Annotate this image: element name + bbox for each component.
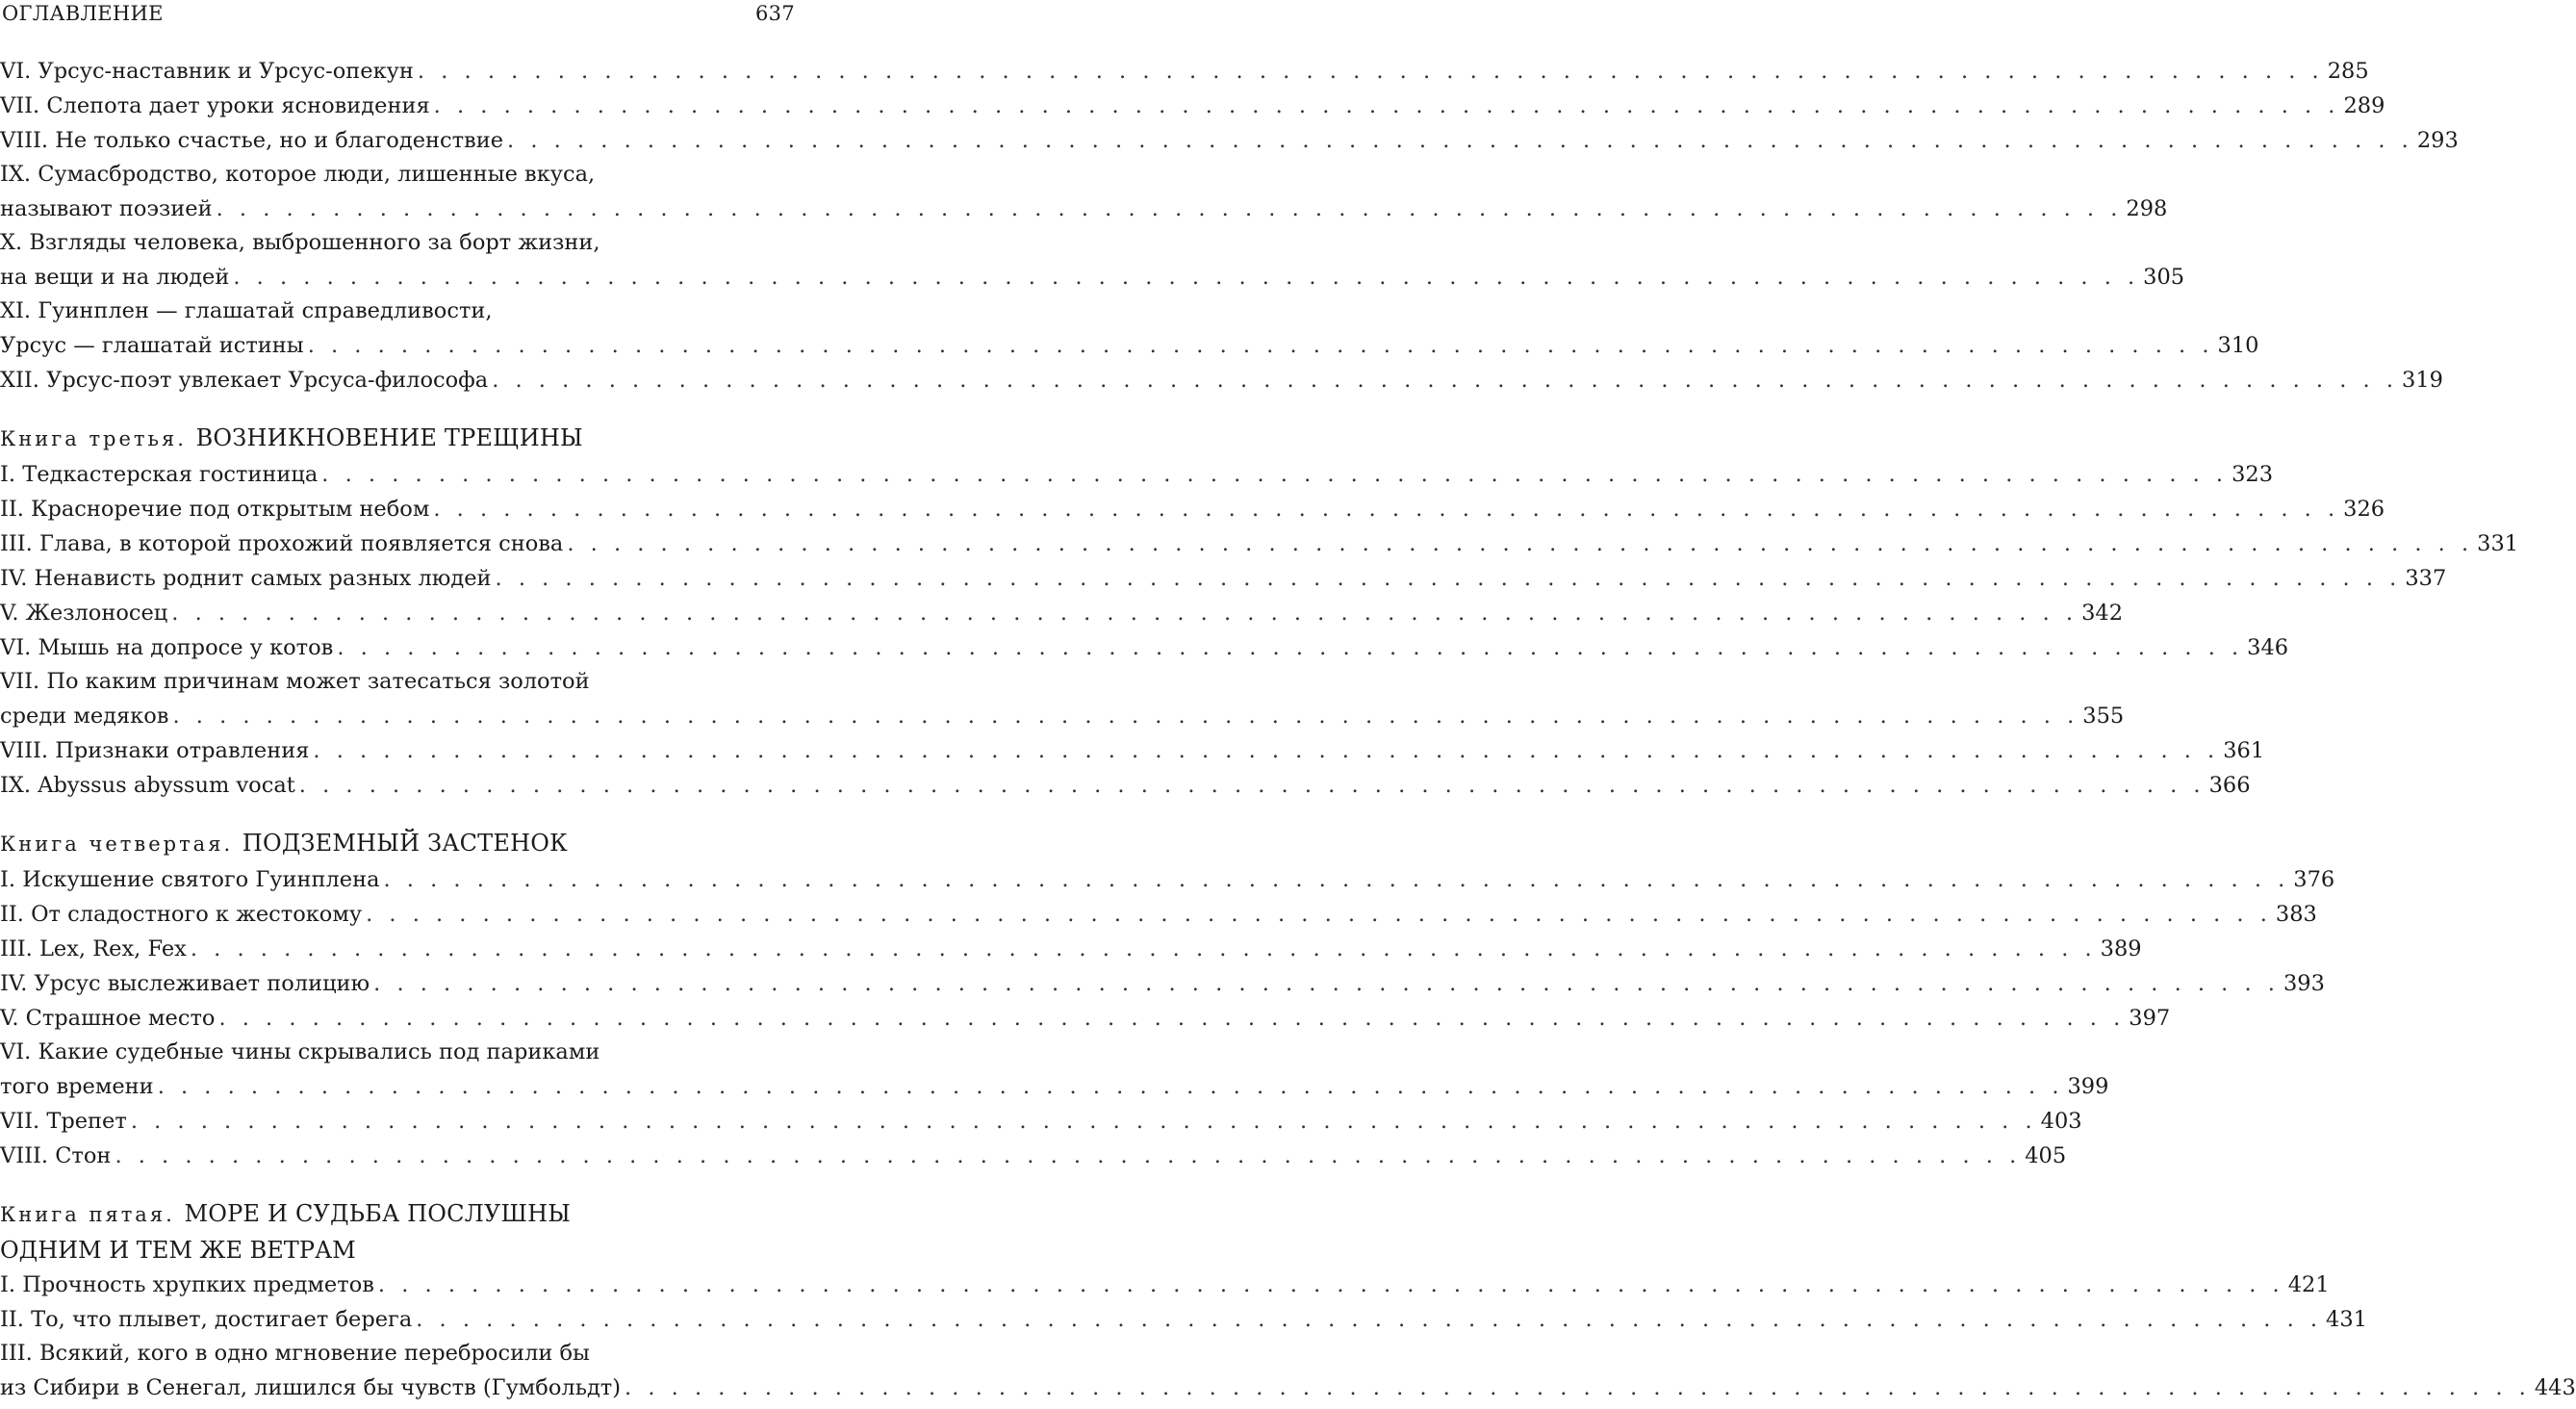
toc-entry — [0, 897, 2317, 932]
toc-entry — [0, 192, 2168, 226]
toc-entry-page: 431 — [2326, 1307, 2367, 1332]
dot-leader: . . . . . . . . . . . . . . . . . . . . . . . . . . . . . . . . . . . . . . . . . . . . . . . . . . . . . . . . . . . . . . . . . . . . . . . . . . . . . . . . . . — [115, 1143, 2022, 1168]
toc-entry — [0, 363, 2443, 397]
toc-entry — [0, 1104, 2082, 1139]
toc-entry-page: 326 — [2343, 497, 2385, 522]
dot-leader: . . . . . . . . . . . . . . . . . . . . . . . . . . . . . . . . . . . . . . . . . . . . . . . . . . . . . . . . . . . . . . . . . . . . . . . . . . . . . . . . . . — [172, 704, 2079, 729]
toc-entry-page: 305 — [2143, 265, 2185, 290]
book-heading — [0, 1194, 797, 1233]
toc-entry-page: 293 — [2416, 128, 2459, 153]
toc-entry-page: 337 — [2405, 566, 2447, 591]
toc-entry-title: на вещи и на людей — [0, 265, 230, 290]
dot-leader: . . . . . . . . . . . . . . . . . . . . . . . . . . . . . . . . . . . . . . . . . . . . . . . . . . . . . . . . . . . . . . . . . . . . . . . . . . . . . . . . . . — [416, 1307, 2323, 1332]
toc-entry — [0, 1001, 2171, 1036]
toc-entry — [0, 123, 2459, 158]
toc-entry-page: 366 — [2208, 773, 2251, 798]
toc-entry-page: 355 — [2082, 704, 2125, 729]
dot-leader: . . . . . . . . . . . . . . . . . . . . . . . . . . . . . . . . . . . . . . . . . . . . . . . . . . . . . . . . . . . . . . . . . . . . . . . . . . . . . . . . . . — [307, 333, 2214, 358]
toc-entry-page: 393 — [2283, 971, 2325, 996]
toc-entry-title: XII. Урсус-поэт увлекает Урсуса-философа — [0, 368, 489, 393]
dot-leader: . . . . . . . . . . . . . . . . . . . . . . . . . . . . . . . . . . . . . . . . . . . . . . . . . . . . . . . . . . . . . . . . . . . . . . . . . . . . . . . . . . — [337, 635, 2244, 660]
toc-entry-title: VII. Трепет — [0, 1109, 127, 1134]
toc-entry-title: VI. Мышь на допросе у котов — [0, 635, 334, 660]
dot-leader: . . . . . . . . . . . . . . . . . . . . . . . . . . . . . . . . . . . . . . . . . . . . . . . . . . . . . . . . . . . . . . . . . . . . . . . . . . . . . . . . . . — [366, 902, 2272, 927]
dot-leader: . . . . . . . . . . . . . . . . . . . . . . . . . . . . . . . . . . . . . . . . . . . . . . . . . . . . . . . . . . . . . . . . . . . . . . . . . . . . . . . . . . — [157, 1074, 2064, 1099]
dot-leader: . . . . . . . . . . . . . . . . . . . . . . . . . . . . . . . . . . . . . . . . . . . . . . . . . . . . . . . . . . . . . . . . . . . . . . . . . . . . . . . . . . — [383, 867, 2290, 892]
dot-leader: . . . . . . . . . . . . . . . . . . . . . . . . . . . . . . . . . . . . . . . . . . . . . . . . . . . . . . . . . . . . . . . . . . . . . . . . . . . . . . . . . . — [298, 773, 2206, 798]
toc-entry-page: 310 — [2217, 333, 2259, 358]
toc-entry-title: того времени — [0, 1074, 154, 1099]
toc-entry — [0, 457, 2274, 492]
toc-entry-title: среди медяков — [0, 704, 169, 729]
running-header — [0, 0, 799, 29]
toc-entry-title: I. Искушение святого Гуинплена — [0, 867, 380, 892]
toc-entry-line: VI. Какие судебные чины скрывались под париками — [0, 1039, 600, 1064]
book-title: ПОДЗЕМНЫЙ ЗАСТЕНОК — [242, 830, 568, 857]
toc-entry-title: V. Жезлоносец — [0, 601, 168, 626]
toc-entry-title: из Сибири в Сенегал, лишился бы чувств (Гумбольдт) — [0, 1375, 622, 1400]
toc-entry-line: IX. Сумасбродство, которое люди, лишенные вкуса, — [0, 162, 596, 187]
dot-leader: . . . . . . . . . . . . . . . . . . . . . . . . . . . . . . . . . . . . . . . . . . . . . . . . . . . . . . . . . . . . . . . . . . . . . . . . . . . . . . . . . . — [190, 936, 2097, 961]
book-title: ОДНИМ И ТЕМ ЖЕ ВЕТРАМ — [0, 1237, 356, 1264]
toc-entry-title: VIII. Признаки отравления — [0, 738, 310, 763]
toc-entry-page: 399 — [2067, 1074, 2109, 1099]
toc-entry-page: 342 — [2081, 601, 2124, 626]
toc-entry-line: XI. Гуинплен — глашатай справедливости, — [0, 298, 493, 323]
toc-entry — [0, 89, 2385, 123]
toc-entry-title: I. Прочность хрупких предметов — [0, 1272, 374, 1297]
page-number: 637 — [755, 2, 795, 25]
dot-leader: . . . . . . . . . . . . . . . . . . . . . . . . . . . . . . . . . . . . . . . . . . . . . . . . . . . . . . . . . . . . . . . . . . . . . . . . . . . . . . . . . . — [625, 1375, 2531, 1400]
dot-leader: . . . . . . . . . . . . . . . . . . . . . . . . . . . . . . . . . . . . . . . . . . . . . . . . . . . . . . . . . . . . . . . . . . . . . . . . . . . . . . . . . . — [567, 531, 2474, 556]
dot-leader: . . . . . . . . . . . . . . . . . . . . . . . . . . . . . . . . . . . . . . . . . . . . . . . . . . . . . . . . . . . . . . . . . . . . . . . . . . . . . . . . . . — [130, 1109, 2037, 1134]
toc-entry-page: 289 — [2343, 93, 2385, 118]
toc-entry — [0, 1371, 2576, 1405]
book-label: Книга третья. — [0, 427, 196, 450]
table-of-contents — [0, 54, 2576, 1405]
dot-leader: . . . . . . . . . . . . . . . . . . . . . . . . . . . . . . . . . . . . . . . . . . . . . . . . . . . . . . . . . . . . . . . . . . . . . . . . . . . . . . . . . . — [495, 566, 2402, 591]
toc-entry — [0, 1302, 2367, 1337]
toc-entry-line: VII. По каким причинам может затесаться золотой — [0, 669, 590, 694]
toc-entry-page: 331 — [2477, 531, 2519, 556]
toc-entry — [0, 932, 2142, 966]
dot-leader: . . . . . . . . . . . . . . . . . . . . . . . . . . . . . . . . . . . . . . . . . . . . . . . . . . . . . . . . . . . . . . . . . . . . . . . . . . . . . . . . . . — [507, 128, 2413, 153]
toc-entry-page: 285 — [2327, 59, 2369, 84]
toc-entry-title: IV. Ненависть роднит самых разных людей — [0, 566, 492, 591]
dot-leader: . . . . . . . . . . . . . . . . . . . . . . . . . . . . . . . . . . . . . . . . . . . . . . . . . . . . . . . . . . . . . . . . . . . . . . . . . . . . . . . . . . — [218, 1006, 2126, 1031]
book-heading — [0, 824, 797, 862]
dot-leader: . . . . . . . . . . . . . . . . . . . . . . . . . . . . . . . . . . . . . . . . . . . . . . . . . . . . . . . . . . . . . . . . . . . . . . . . . . . . . . . . . . — [233, 265, 2140, 290]
dot-leader: . . . . . . . . . . . . . . . . . . . . . . . . . . . . . . . . . . . . . . . . . . . . . . . . . . . . . . . . . . . . . . . . . . . . . . . . . . . . . . . . . . — [377, 1272, 2284, 1297]
toc-entry-title: II. То, что плывет, достигает берега — [0, 1307, 413, 1332]
toc-entry-title: V. Страшное место — [0, 1006, 216, 1031]
toc-entry — [0, 54, 2369, 89]
dot-leader: . . . . . . . . . . . . . . . . . . . . . . . . . . . . . . . . . . . . . . . . . . . . . . . . . . . . . . . . . . . . . . . . . . . . . . . . . . . . . . . . . . — [373, 971, 2280, 996]
toc-entry-page: 298 — [2126, 196, 2168, 221]
book-title: МОРЕ И СУДЬБА ПОСЛУШНЫ — [184, 1200, 572, 1227]
toc-entry — [0, 862, 2335, 897]
dot-leader: . . . . . . . . . . . . . . . . . . . . . . . . . . . . . . . . . . . . . . . . . . . . . . . . . . . . . . . . . . . . . . . . . . . . . . . . . . . . . . . . . . — [216, 196, 2123, 221]
toc-entry-page: 383 — [2275, 902, 2317, 927]
toc-entry-page: 319 — [2402, 368, 2443, 393]
toc-entry-page: 389 — [2100, 936, 2142, 961]
toc-entry-title: II. От сладостного к жестокому — [0, 902, 363, 927]
dot-leader: . . . . . . . . . . . . . . . . . . . . . . . . . . . . . . . . . . . . . . . . . . . . . . . . . . . . . . . . . . . . . . . . . . . . . . . . . . . . . . . . . . — [492, 368, 2398, 393]
toc-entry — [0, 966, 2325, 1001]
toc-entry-title: IV. Урсус выслеживает полицию — [0, 971, 370, 996]
toc-entry-title: IX. Abyssus abyssum vocat — [0, 773, 295, 798]
dot-leader: . . . . . . . . . . . . . . . . . . . . . . . . . . . . . . . . . . . . . . . . . . . . . . . . . . . . . . . . . . . . . . . . . . . . . . . . . . . . . . . . . . — [171, 601, 2079, 626]
toc-entry-line: III. Всякий, кого в одно мгновение перебросили бы — [0, 1341, 590, 1366]
book-label: Книга четвертая. — [0, 833, 242, 856]
toc-entry-title: II. Красноречие под открытым небом — [0, 497, 430, 522]
toc-entry-title: Урсус — глашатай истины — [0, 333, 304, 358]
toc-entry — [0, 699, 2125, 733]
toc-entry — [0, 260, 2185, 295]
toc-entry — [0, 768, 2251, 803]
book-title: ВОЗНИКНОВЕНИЕ ТРЕЩИНЫ — [195, 424, 583, 451]
dot-leader: . . . . . . . . . . . . . . . . . . . . . . . . . . . . . . . . . . . . . . . . . . . . . . . . . . . . . . . . . . . . . . . . . . . . . . . . . . . . . . . . . . — [433, 497, 2340, 522]
toc-entry-page: 403 — [2040, 1109, 2082, 1134]
toc-entry-title: VIII. Стон — [0, 1143, 112, 1168]
toc-entry-page: 376 — [2293, 867, 2335, 892]
header-title: ОГЛАВЛЕНИЕ — [2, 2, 164, 25]
toc-entry-page: 323 — [2232, 462, 2274, 487]
toc-entry-page: 361 — [2223, 738, 2265, 763]
toc-entry-page: 443 — [2534, 1375, 2576, 1400]
book-heading — [0, 1233, 797, 1268]
toc-entry-title: называют поэзией — [0, 196, 213, 221]
toc-entry-title: VI. Урсус-наставник и Урсус-опекун — [0, 59, 414, 84]
toc-entry — [0, 1268, 2330, 1302]
toc-entry — [0, 492, 2385, 526]
dot-leader: . . . . . . . . . . . . . . . . . . . . . . . . . . . . . . . . . . . . . . . . . . . . . . . . . . . . . . . . . . . . . . . . . . . . . . . . . . . . . . . . . . — [313, 738, 2220, 763]
dot-leader: . . . . . . . . . . . . . . . . . . . . . . . . . . . . . . . . . . . . . . . . . . . . . . . . . . . . . . . . . . . . . . . . . . . . . . . . . . . . . . . . . . — [433, 93, 2340, 118]
toc-entry — [0, 328, 2259, 363]
toc-entry — [0, 596, 2124, 630]
toc-entry — [0, 561, 2447, 596]
dot-leader: . . . . . . . . . . . . . . . . . . . . . . . . . . . . . . . . . . . . . . . . . . . . . . . . . . . . . . . . . . . . . . . . . . . . . . . . . . . . . . . . . . — [321, 462, 2229, 487]
toc-entry — [0, 1069, 2109, 1104]
book-heading — [0, 419, 797, 457]
toc-entry-title: VII. Слепота дает уроки ясновидения — [0, 93, 430, 118]
toc-entry-title: III. Lex, Rex, Fex — [0, 936, 187, 961]
toc-entry — [0, 1139, 2067, 1173]
toc-entry-page: 346 — [2247, 635, 2289, 660]
book-label: Книга пятая. — [0, 1203, 185, 1226]
toc-entry-title: I. Тедкастерская гостиница — [0, 462, 319, 487]
toc-entry-page: 421 — [2287, 1272, 2330, 1297]
toc-entry — [0, 733, 2265, 768]
toc-entry-title: VIII. Не только счастье, но и благоденствие — [0, 128, 504, 153]
toc-entry-page: 397 — [2129, 1006, 2171, 1031]
dot-leader: . . . . . . . . . . . . . . . . . . . . . . . . . . . . . . . . . . . . . . . . . . . . . . . . . . . . . . . . . . . . . . . . . . . . . . . . . . . . . . . . . . — [417, 59, 2324, 84]
toc-entry-page: 405 — [2025, 1143, 2067, 1168]
toc-entry-line: X. Взгляды человека, выброшенного за борт жизни, — [0, 230, 600, 255]
toc-entry-title: III. Глава, в которой прохожий появляется снова — [0, 531, 564, 556]
toc-entry — [0, 630, 2289, 665]
toc-entry — [0, 526, 2519, 561]
